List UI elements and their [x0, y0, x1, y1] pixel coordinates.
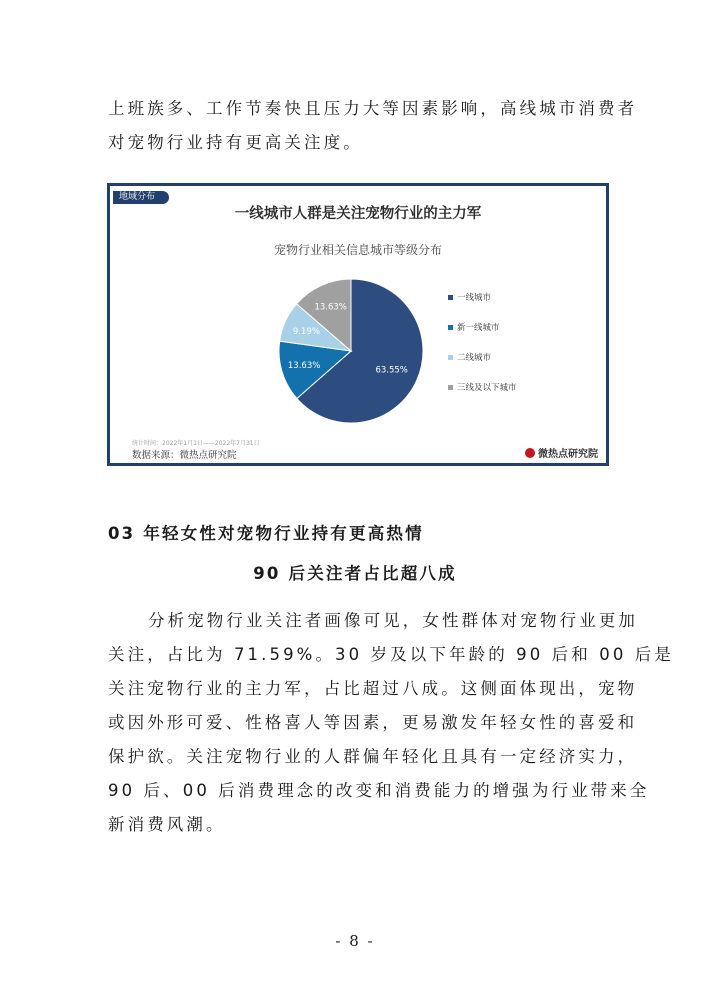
legend-swatch	[448, 385, 453, 390]
body-line: 新消费风潮。	[108, 815, 226, 834]
legend-label: 三线及以下城市	[457, 383, 517, 393]
legend-swatch	[448, 325, 453, 330]
intro-line: 对宠物行业持有更高关注度。	[108, 133, 363, 152]
slice-value-label: 9.19%	[292, 326, 320, 337]
legend-label: 一线城市	[457, 293, 492, 303]
body-line: 关注宠物行业的主力军，占比超过八成。这侧面体现出，宠物	[108, 679, 638, 698]
legend-swatch	[448, 295, 453, 300]
data-source: 数据来源：微热点研究院	[132, 450, 237, 461]
body-line: 保护欲。关注宠物行业的人群偏年轻化且具有一定经济实力，	[108, 747, 638, 766]
chart-figure	[107, 183, 609, 466]
body-line: 或因外形可爱、性格喜人等因素，更易激发年轻女性的喜爱和	[108, 713, 638, 732]
figure-title: 一线城市人群是关注宠物行业的主力军	[234, 206, 482, 222]
slice-value-label: 13.63%	[287, 361, 321, 372]
legend-label: 新一线城市	[457, 323, 500, 333]
intro-paragraph	[108, 92, 638, 160]
slice-value-label: 13.63%	[314, 302, 347, 313]
brand-logo	[525, 445, 598, 460]
body-line: 90 后、00 后消费理念的改变和消费能力的增强为行业带来全	[108, 781, 650, 800]
stat-period: 统计时间：2022年1月1日——2022年7月31日	[132, 440, 260, 447]
chart-title: 宠物行业相关信息城市等级分布	[273, 243, 442, 257]
intro-line: 上班族多、工作节奏快且压力大等因素影响，高线城市消费者	[108, 99, 638, 118]
body-line: 分析宠物行业关注者画像可见，女性群体对宠物行业更加	[148, 611, 638, 630]
logo-text: 微热点研究院	[538, 449, 598, 460]
pie-chart	[110, 186, 606, 463]
body-paragraph	[108, 604, 674, 842]
page-number: - 8 -	[335, 932, 375, 950]
section-heading: 03 年轻女性对宠物行业持有更高热情	[108, 524, 424, 543]
section-subheading: 90 后关注者占比超八成	[253, 564, 457, 583]
slice-value-label: 63.55%	[375, 365, 408, 376]
logo-icon	[525, 448, 535, 458]
legend-label: 二线城市	[457, 353, 492, 363]
body-line: 关注，占比为 71.59%。30 岁及以下年龄的 90 后和 00 后是	[108, 645, 674, 664]
figure-tag: 地域分布	[113, 191, 169, 204]
legend-swatch	[448, 355, 453, 360]
